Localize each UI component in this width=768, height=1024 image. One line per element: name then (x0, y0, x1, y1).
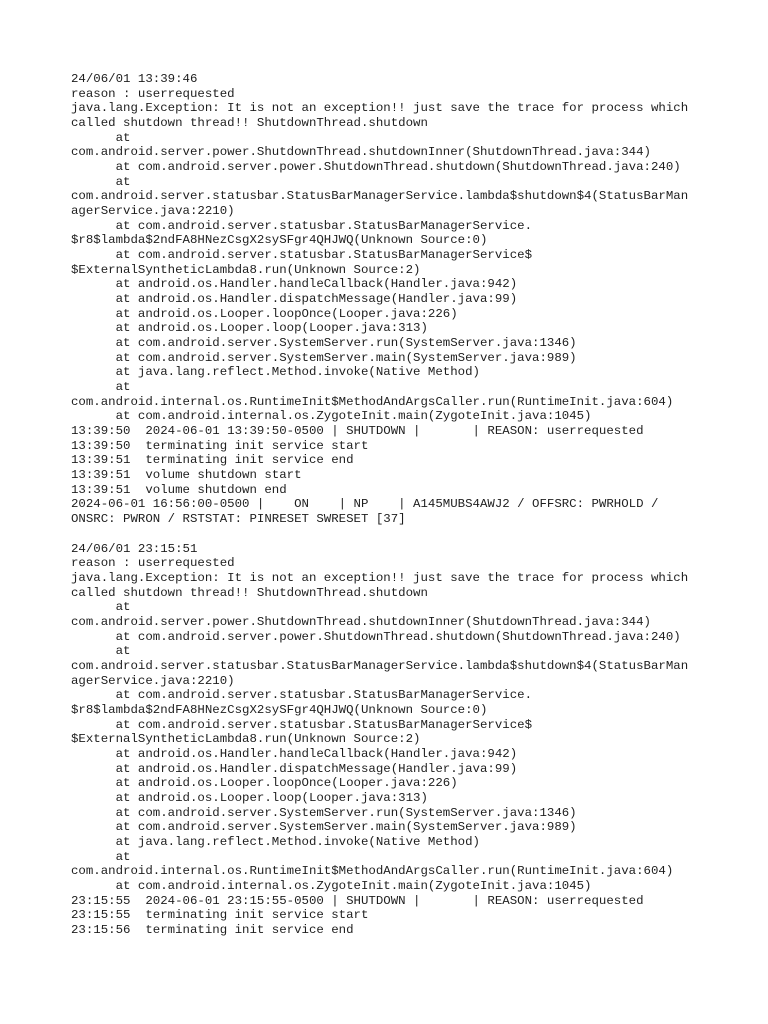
log-line: 24/06/01 13:39:46 (71, 72, 198, 86)
log-line: agerService.java:2210) (71, 673, 235, 688)
log-line: java.lang.Exception: It is not an exception!! just save the trace for process which (71, 570, 689, 585)
log-line: reason : userrequested (71, 86, 235, 101)
log-line: 23:15:56 terminating init service end (71, 922, 354, 937)
log-line: at android.os.Looper.loop(Looper.java:313) (71, 321, 428, 336)
log-line: 13:39:51 volume shutdown start (71, 468, 302, 483)
log-line: at com.android.server.SystemServer.run(SystemServer.java:1346) (71, 336, 577, 351)
log-line: at com.android.internal.os.ZygoteInit.main(ZygoteInit.java:1045) (71, 878, 592, 893)
log-line: at android.os.Looper.loopOnce(Looper.java:226) (71, 306, 458, 321)
log-line: com.android.server.statusbar.StatusBarManagerService.lambda$shutdown$4(StatusBarMan (71, 189, 689, 204)
log-line: com.android.internal.os.RuntimeInit$MethodAndArgsCaller.run(RuntimeInit.java:604) (71, 864, 674, 879)
log-line: at com.android.server.statusbar.StatusBarManagerService$ (71, 248, 533, 263)
log-line: com.android.server.power.ShutdownThread.shutdownInner(ShutdownThread.java:344) (71, 614, 651, 629)
log-line: at (71, 644, 131, 659)
log-line: at java.lang.reflect.Method.invoke(Native Method) (71, 365, 480, 380)
log-line: $r8$lambda$2ndFA8HNezCsgX2sySFgr4QHJWQ(Unknown Source:0) (71, 702, 488, 717)
log-line: at (71, 849, 131, 864)
log-line: 13:39:50 terminating init service start (71, 438, 369, 453)
log-line: 23:15:55 terminating init service start (71, 908, 369, 923)
log-line: at com.android.server.power.ShutdownThread.shutdown(ShutdownThread.java:240) (71, 629, 681, 644)
log-line: 23:15:55 2024-06-01 23:15:55-0500 | SHUTDOWN | | REASON: userrequested (71, 893, 644, 908)
log-line: at android.os.Handler.dispatchMessage(Handler.java:99) (71, 761, 518, 776)
log-line: at com.android.server.SystemServer.main(SystemServer.java:989) (71, 820, 577, 835)
log-line: agerService.java:2210) (71, 204, 235, 219)
log-line: at java.lang.reflect.Method.invoke(Native Method) (71, 834, 480, 849)
log-line: $ExternalSyntheticLambda8.run(Unknown Source:2) (71, 262, 421, 277)
log-line: at (71, 130, 131, 145)
log-line: com.android.server.statusbar.StatusBarManagerService.lambda$shutdown$4(StatusBarMan (71, 658, 689, 673)
log-line: at com.android.server.power.ShutdownThread.shutdown(ShutdownThread.java:240) (71, 160, 681, 175)
log-line: 24/06/01 23:15:51 (71, 541, 198, 556)
log-line: at com.android.server.statusbar.StatusBarManagerService$ (71, 717, 533, 732)
log-line: at com.android.server.SystemServer.run(SystemServer.java:1346) (71, 805, 577, 820)
log-line: $ExternalSyntheticLambda8.run(Unknown Source:2) (71, 732, 421, 747)
log-document (71, 72, 688, 938)
log-line: 13:39:51 terminating init service end (71, 453, 354, 468)
log-line: 13:39:50 2024-06-01 13:39:50-0500 | SHUTDOWN | | REASON: userrequested (71, 424, 644, 439)
log-line: called shutdown thread!! ShutdownThread.shutdown (71, 585, 428, 600)
log-line: at (71, 174, 131, 189)
log-line: at (71, 600, 131, 615)
log-line: com.android.internal.os.RuntimeInit$MethodAndArgsCaller.run(RuntimeInit.java:604) (71, 394, 674, 409)
log-line: 2024-06-01 16:56:00-0500 | ON | NP | A145MUBS4AWJ2 / OFFSRC: PWRHOLD / (71, 497, 659, 512)
log-line: at android.os.Handler.dispatchMessage(Handler.java:99) (71, 292, 518, 307)
log-line: at com.android.server.statusbar.StatusBarManagerService. (71, 218, 533, 233)
log-line: called shutdown thread!! ShutdownThread.shutdown (71, 116, 428, 131)
log-line: at android.os.Handler.handleCallback(Handler.java:942) (71, 277, 518, 292)
log-line: at (71, 380, 131, 395)
log-line: ONSRC: PWRON / RSTSTAT: PINRESET SWRESET [37] (71, 512, 406, 527)
log-line: at com.android.internal.os.ZygoteInit.main(ZygoteInit.java:1045) (71, 409, 592, 424)
log-line: at com.android.server.statusbar.StatusBarManagerService. (71, 688, 533, 703)
log-line: com.android.server.power.ShutdownThread.shutdownInner(ShutdownThread.java:344) (71, 145, 651, 160)
log-line: java.lang.Exception: It is not an exception!! just save the trace for process which (71, 101, 689, 116)
log-line: 13:39:51 volume shutdown end (71, 482, 287, 497)
log-line: reason : userrequested (71, 556, 235, 571)
log-line: at android.os.Looper.loop(Looper.java:313) (71, 790, 428, 805)
log-line: $r8$lambda$2ndFA8HNezCsgX2sySFgr4QHJWQ(Unknown Source:0) (71, 233, 488, 248)
log-line (71, 527, 688, 542)
log-line: at android.os.Looper.loopOnce(Looper.java:226) (71, 776, 458, 791)
log-line: at com.android.server.SystemServer.main(SystemServer.java:989) (71, 350, 577, 365)
log-line: at android.os.Handler.handleCallback(Handler.java:942) (71, 746, 518, 761)
